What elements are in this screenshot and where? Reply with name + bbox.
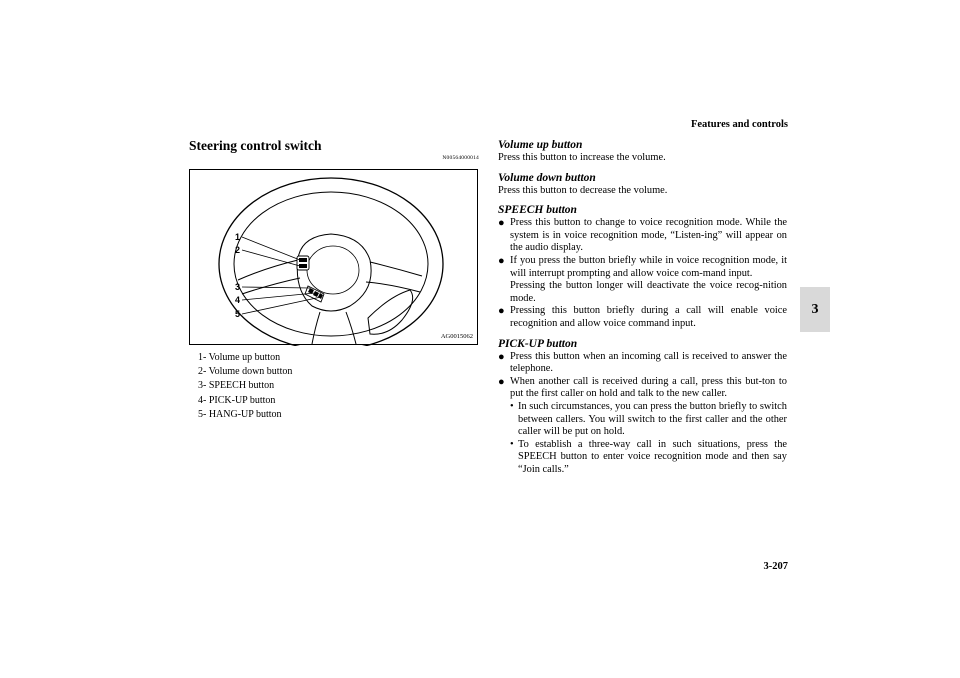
- bullet-text: Press this button when an incoming call is received to answer the telephone.: [510, 350, 787, 375]
- sub-bullet-text: To establish a three-way call in such situations, press the SPEECH button to enter voice recognition mode and then say “Join calls.”: [518, 438, 787, 475]
- callout-3: 3: [235, 282, 241, 292]
- pickup-list: [498, 351, 787, 477]
- volume-up-text: Press this button to increase the volume.: [498, 152, 666, 163]
- chapter-tab: 3: [800, 287, 830, 332]
- volume-up-section: [498, 138, 787, 165]
- list-item: [498, 255, 787, 305]
- legend-item: 2- Volume down button: [198, 366, 293, 378]
- bullet-icon: ●: [498, 350, 505, 363]
- figure-legend: [198, 351, 292, 422]
- legend-item: 1- Volume up button: [198, 352, 281, 363]
- list-item: [498, 217, 787, 255]
- dot-icon: •: [510, 400, 514, 412]
- callout-1: 1: [235, 232, 241, 242]
- steering-wheel-illustration: [190, 170, 479, 346]
- volume-up-heading: Volume up button: [498, 139, 583, 151]
- figure-code: AG0015062: [440, 333, 473, 340]
- running-header: Features and controls: [690, 119, 788, 130]
- bullet-icon: ●: [498, 375, 505, 388]
- list-item: [498, 305, 787, 330]
- pickup-heading: PICK-UP button: [498, 337, 578, 350]
- callout-5: 5: [235, 309, 241, 319]
- pickup-section: [498, 337, 787, 477]
- bullet-icon: ●: [498, 217, 505, 230]
- volume-down-section: [498, 171, 787, 198]
- bullet-text: Press this button to change to voice recognition mode. While the system is in voice recognition mode, “Listen-ing” will appear on the audio display.: [510, 217, 787, 254]
- pickup-sublist: [510, 401, 787, 477]
- list-item: [498, 376, 787, 477]
- left-column: [189, 138, 479, 420]
- volume-down-text: Press this button to decrease the volume.: [498, 184, 668, 196]
- dot-icon: •: [510, 438, 514, 450]
- list-item: [498, 351, 787, 376]
- bullet-continuation: Pressing the button longer will deactivate the voice recog-nition mode.: [510, 280, 787, 304]
- callout-4: 4: [235, 295, 241, 305]
- speech-list: [498, 217, 787, 330]
- bullet-icon: ●: [498, 254, 505, 267]
- callout-2: 2: [235, 245, 241, 255]
- section-code: N00564000014: [442, 155, 479, 161]
- section-title: Steering control switch: [189, 138, 322, 153]
- sub-list-item: [510, 401, 787, 439]
- legend-item: 3- SPEECH button: [198, 380, 275, 392]
- right-column: [498, 138, 787, 482]
- page-number: 3-207: [763, 561, 788, 572]
- bullet-text: If you press the button briefly while in voice recognition mode, it will interrupt prompting and allow voice com-mand input.: [510, 254, 787, 279]
- sub-list-item: [510, 439, 787, 477]
- bullet-text: When another call is received during a call, press this but-ton to put the first caller on hold and talk to the new caller.: [510, 375, 787, 400]
- steering-wheel-figure: [189, 169, 478, 345]
- speech-heading: SPEECH button: [498, 204, 577, 217]
- bullet-text: Pressing this button briefly during a call will enable voice recognition and allow voice command input.: [510, 305, 787, 329]
- sub-bullet-text: In such circumstances, you can press the button briefly to switch between callers. You will switch to the first caller and the other caller will be put on hold.: [518, 400, 787, 438]
- legend-item: 5- HANG-UP button: [198, 408, 282, 420]
- speech-section: [498, 203, 787, 330]
- volume-down-heading: Volume down button: [498, 171, 596, 184]
- bullet-icon: ●: [498, 305, 505, 318]
- legend-item: 4- PICK-UP button: [198, 394, 276, 406]
